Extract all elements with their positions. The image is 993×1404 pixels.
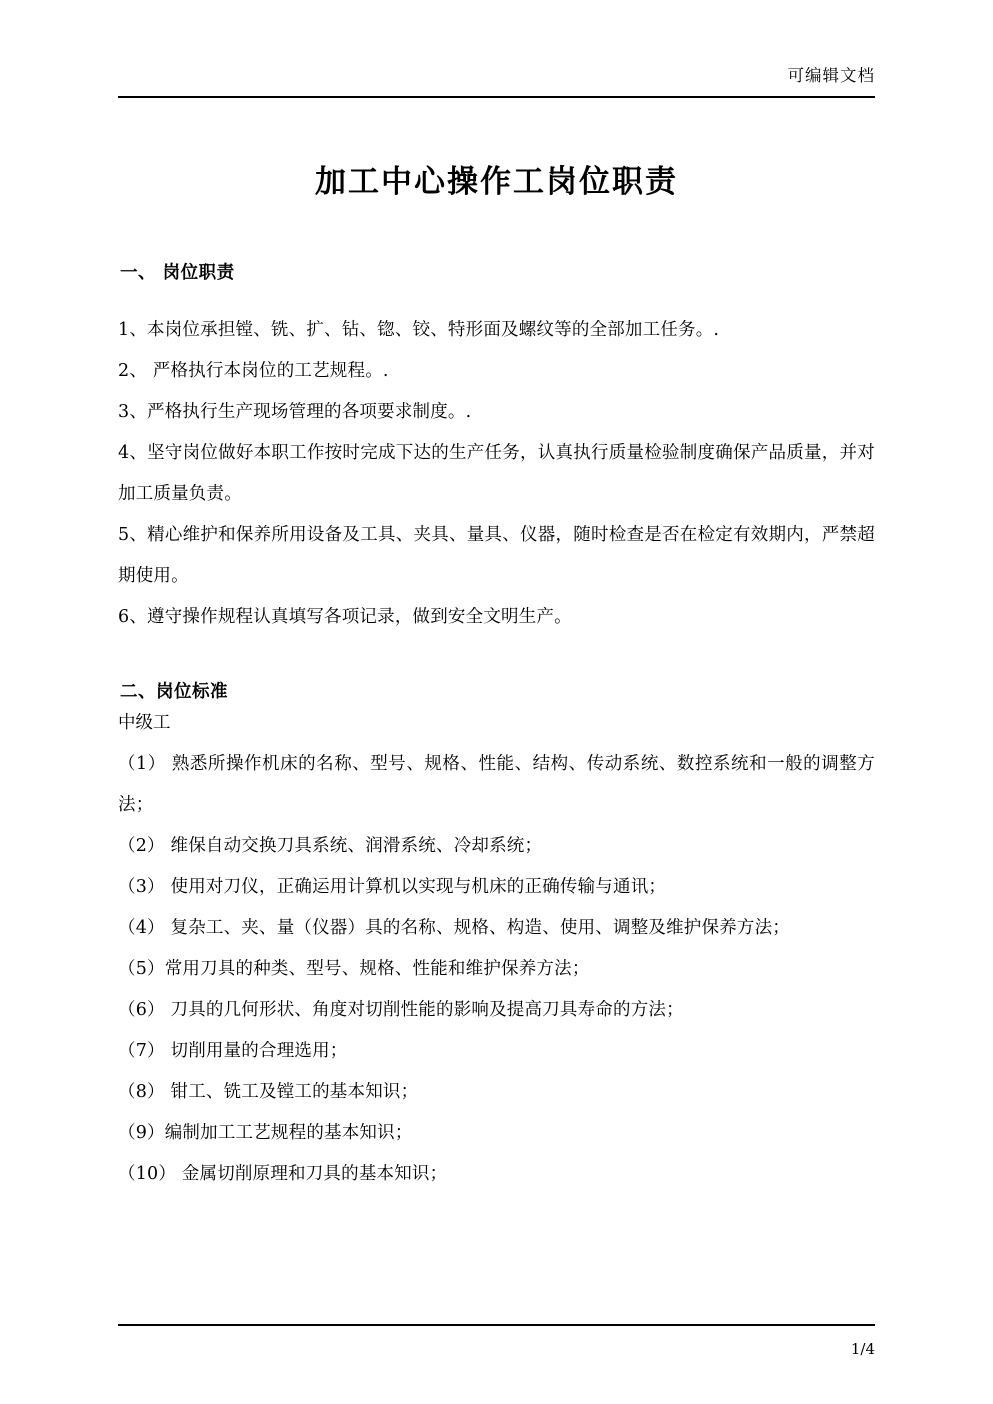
- duty-item: 4、坚守岗位做好本职工作按时完成下达的生产任务，认真执行质量检验制度确保产品质量，并对加工质量负责。: [118, 443, 875, 504]
- duty-item: 2、 严格执行本岗位的工艺规程。.: [118, 361, 389, 381]
- standard-item: （8） 钳工、铣工及镗工的基本知识；: [118, 1082, 419, 1102]
- standard-item: （7） 切削用量的合理选用；: [118, 1041, 348, 1061]
- standard-item: （1） 熟悉所操作机床的名称、型号、规格、性能、结构、传动系统、数控系统和一般的调整方法；: [118, 754, 875, 815]
- duty-item: 3、严格执行生产现场管理的各项要求制度。.: [118, 402, 472, 422]
- duty-item: 6、遵守操作规程认真填写各项记录，做到安全文明生产。: [118, 607, 572, 627]
- standards-level-label: 中级工: [118, 713, 171, 733]
- footer-divider: [118, 1324, 875, 1326]
- standard-item: （6） 刀具的几何形状、角度对切削性能的影响及提高刀具寿命的方法；: [118, 1000, 684, 1020]
- section-heading-standards: 二、岗位标准: [120, 682, 228, 702]
- standard-item: （3） 使用对刀仪，正确运用计算机以实现与机床的正确传输与通讯；: [118, 877, 667, 897]
- duty-item: 1、本岗位承担镗、铣、扩、钻、锪、铰、特形面及螺纹等的全部加工任务。.: [118, 320, 720, 340]
- standard-item: （10） 金属切削原理和刀具的基本知识；: [118, 1164, 448, 1184]
- standard-item: （4） 复杂工、夹、量（仪器）具的名称、规格、构造、使用、调整及维护保养方法；: [118, 918, 790, 938]
- section-body-standards: [118, 703, 875, 1195]
- header-watermark-text: 可编辑文档: [787, 66, 875, 85]
- page-number: 1/4: [850, 1340, 875, 1358]
- header-divider: [118, 96, 875, 98]
- section-heading-duties: 一、 岗位职责: [120, 263, 235, 283]
- standard-item: （5）常用刀具的种类、型号、规格、性能和维护保养方法；: [118, 959, 590, 979]
- section-body-duties: [118, 310, 875, 638]
- duty-item: 5、精心维护和保养所用设备及工具、夹具、量具、仪器，随时检查是否在检定有效期内，严禁超期使用。: [118, 525, 875, 586]
- page-header: [118, 0, 875, 86]
- standard-item: （9）编制加工工艺规程的基本知识；: [118, 1123, 413, 1143]
- page-title: 加工中心操作工岗位职责: [315, 164, 678, 200]
- standard-item: （2） 维保自动交换刀具系统、润滑系统、冷却系统；: [118, 836, 543, 856]
